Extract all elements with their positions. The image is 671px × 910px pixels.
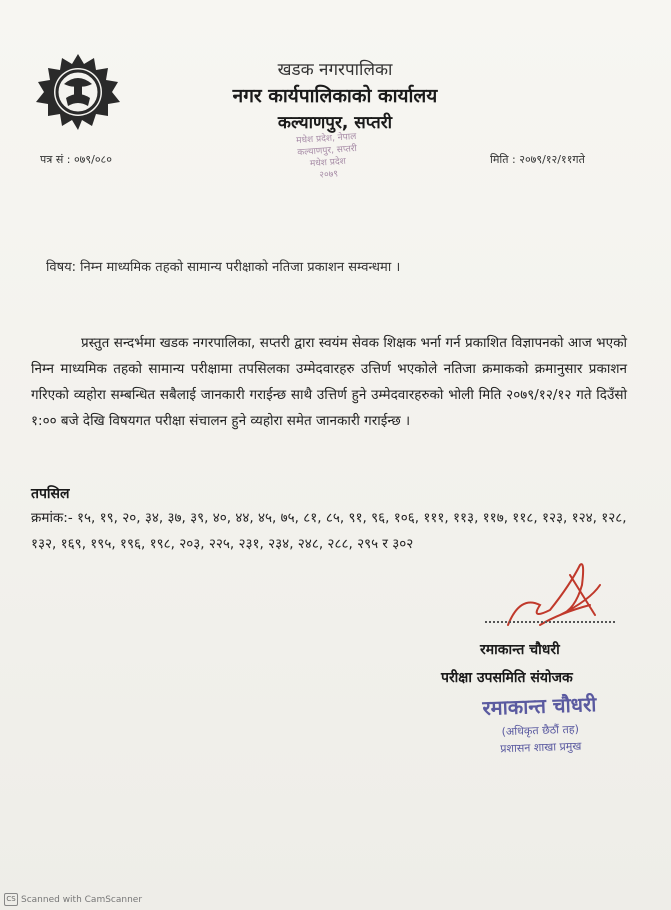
- scanner-text: Scanned with CamScanner: [21, 894, 143, 905]
- stamp-line: मधेश प्रदेश: [309, 156, 347, 170]
- stamp-line: २०७९: [319, 169, 339, 181]
- office-location: कल्याणपुर, सप्तरी: [277, 113, 393, 133]
- camscanner-logo-icon: CS: [4, 893, 18, 906]
- stamp-line: कल्याणपुर, सप्तरी: [297, 143, 358, 159]
- office-stamp: [266, 129, 390, 199]
- signature-line: [485, 621, 615, 623]
- stamp-department: प्रशासन शाखा प्रमुख: [500, 739, 582, 756]
- letter-date: मिति : २०७९/१२/११गते: [490, 153, 585, 166]
- letter-body: [31, 330, 627, 434]
- body-text: प्रस्तुत सन्दर्भमा खडक नगरपालिका, सप्तरी द्वारा स्वयंम सेवक शिक्षक भर्ना गर्न प्रकाशित विज्ञापनको आज भएको निम्न माध्यमिक तहको सामान्य परीक्षामा तपसिलका उम्मेदवारहरु उत्तिर्ण भएकोले नतिजा क्रमाकको क्रमानुसार प्रकाशन गरिएको व्यहोरा सम्बन्धित सबैलाई जानकारी गराईन्छ साथै उत्तिर्ण हुने उम्मेदवारहरुको भोली मिति २०७९/१२/१२ गते दिउँसो १:०० बजे देखि विषयगत परीक्षा संचालन हुने व्यहोरा समेत जानकारी गराईन्छ ।: [31, 335, 627, 429]
- candidate-numbers: क्रमांक:- १५, १९, २०, ३४, ३७, ३९, ४०, ४४, ४५, ७५, ८१, ८५, ९१, ९६, १०६, १११, ११३, ११७, ११८, १२३, १२४, १२८, १३२, १६९, १९५, १९६, १९८, २०३, २२५, २३१, २३४, २४८, २८८, २९५ र ३०२: [31, 510, 627, 552]
- handwritten-signature: [500, 555, 610, 635]
- name-stamp: [459, 689, 621, 758]
- signatory-role: परीक्षा उपसमिति संयोजक: [441, 670, 573, 686]
- scanner-watermark: [4, 893, 142, 906]
- stamp-line: मधेश प्रदेश, नेपाल: [295, 131, 357, 147]
- municipality-name: खडक नगरपालिका: [277, 60, 393, 80]
- signatory-name: रमाकान्त चौधरी: [480, 642, 560, 658]
- details-heading: तपसिल: [31, 486, 70, 502]
- office-name: नगर कार्यपालिकाको कार्यालय: [232, 85, 438, 107]
- letter-subject: विषय: निम्न माध्यमिक तहको सामान्य परीक्षाको नतिजा प्रकाशन सम्वन्धमा ।: [46, 260, 401, 275]
- stamp-designation: (अधिकृत छैठौं तह): [501, 722, 580, 739]
- stamp-name: रमाकान्त चौधरी: [482, 692, 597, 720]
- municipality-emblem-icon: [34, 50, 122, 134]
- reference-number: पत्र सं : ०७९/०८०: [40, 153, 112, 166]
